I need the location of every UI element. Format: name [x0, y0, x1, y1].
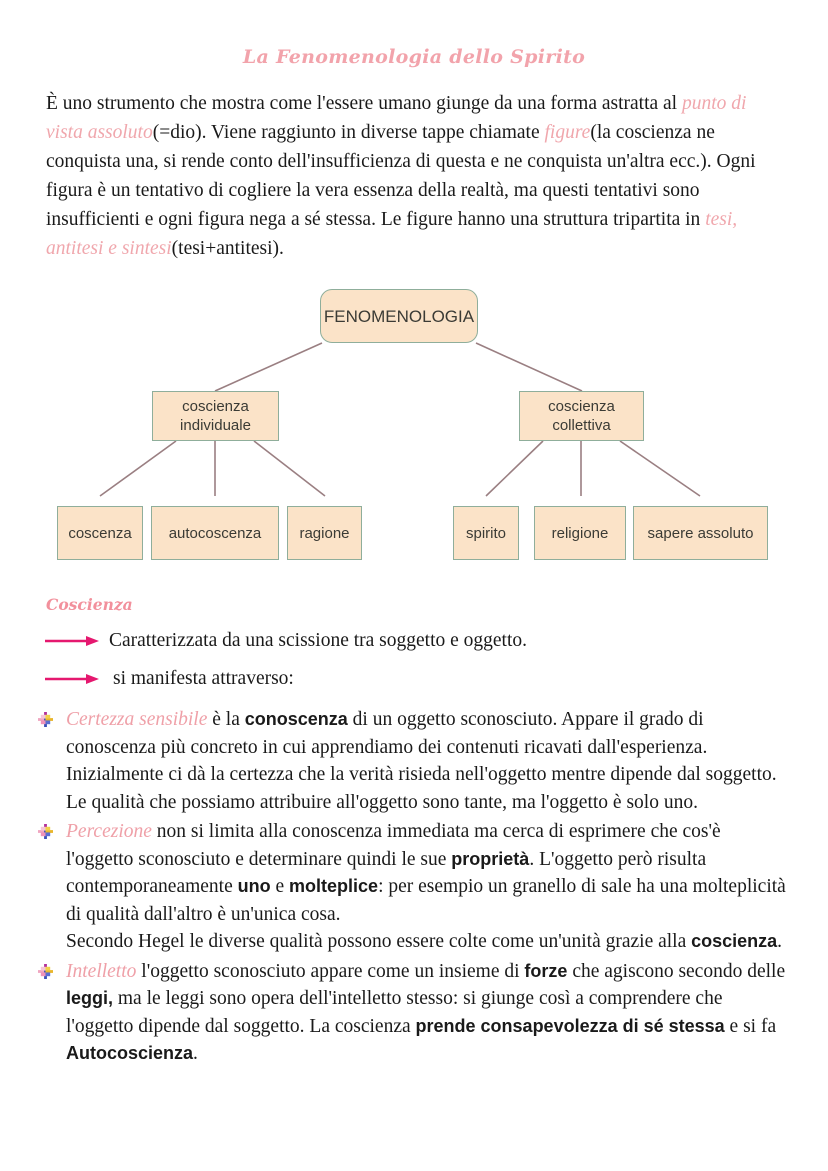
arrow-row-1 — [0, 628, 828, 654]
bullet-keyword: Certezza sensibile — [66, 709, 208, 730]
connector-right-3 — [620, 441, 700, 496]
node-line-1: coscienza — [548, 398, 615, 415]
arrow-row-2 — [0, 666, 828, 692]
diagram-leaf-autocoscenza: autocoscenza — [151, 506, 279, 560]
bullet-text-1: l'oggetto sconosciuto appare come un insieme di — [136, 960, 525, 982]
list-item — [66, 818, 788, 956]
bullet-list — [0, 706, 828, 1068]
bullet-bold-1: proprietà — [451, 848, 530, 869]
bullet-text-5: . — [193, 1043, 198, 1064]
bullet-text-2: di un oggetto sconosciuto. Appare il grado di conoscenza più concreto in cui apprendiamo dei contenuti ricavati dall'esperienza. Inizialmente ci dà la certezza che la verità risieda nell'oggetto mentre dipende dal soggetto. Le qualità che possiamo attribuire all'oggetto sono tante, ma l'oggetto è solo uno. — [66, 709, 777, 813]
bullet-text-4: e si fa — [724, 1015, 777, 1037]
arrow-right-icon — [44, 634, 99, 648]
continuation-bold-1: coscienza — [691, 931, 778, 951]
intro-text-3: (la coscienza ne conquista una, si rende conto dell'insufficienza di questa e ne conquista un'altra ecc.). Ogni figura è un tentativo di cogliere la vera essenza della realtà, ma questi tentativi sono insufficienti e ogni figura nega a sé stessa. Le figure hanno una struttura tripartita in — [46, 122, 756, 230]
bullet-bold-3: prende consapevolezza di sé stessa — [415, 1015, 725, 1036]
intro-text-2: (=dio). Viene raggiunto in diverse tappe chiamate — [152, 122, 545, 143]
bullet-bold-4: Autocoscienza — [66, 1043, 194, 1063]
connector-left-3 — [254, 441, 325, 496]
diagram-leaf-coscenza: coscenza — [57, 506, 143, 560]
bullet-bold-1: forze — [524, 960, 568, 981]
phenomenology-tree-diagram — [0, 281, 828, 581]
diagram-leaf-sapere-assoluto: sapere assoluto — [633, 506, 768, 560]
arrow-row-1-text: Caratterizzata da una scissione tra soggetto e oggetto. — [109, 630, 528, 651]
bullet-continuation — [66, 928, 788, 956]
arrow-right-icon — [44, 672, 99, 686]
intro-text-1: È uno strumento che mostra come l'essere umano giunge da una forma astratta al — [46, 93, 682, 114]
colored-cross-bullet-icon — [38, 824, 53, 839]
bullet-text-3: ma le leggi sono opera dell'intelletto stesso: si giunge così a comprendere che l'oggetto dipende dal soggetto. La coscienza — [66, 988, 723, 1037]
colored-cross-bullet-icon — [38, 964, 53, 979]
intro-paragraph — [0, 67, 828, 263]
node-line-1: coscienza — [182, 398, 249, 415]
bullet-bold-1: conoscenza — [244, 709, 348, 729]
intro-highlight-1: punto di vista assoluto — [46, 93, 747, 143]
bullet-bold-2: uno — [237, 876, 271, 896]
bullet-keyword: Intelletto — [66, 960, 137, 982]
bullet-text-2: . L'oggetto però risulta contemporaneamente — [66, 848, 707, 897]
node-line-2: individuale — [180, 417, 251, 434]
connector-right-1 — [486, 441, 543, 496]
diagram-node-coscienza-collettiva — [519, 391, 644, 441]
list-item — [66, 958, 788, 1068]
connector-left-1 — [100, 441, 176, 496]
bullet-bold-2: leggi, — [66, 988, 114, 1008]
bullet-text-4: : per esempio un granello di sale ha una molteplicità di qualità dall'altro è un'unica cosa. — [66, 876, 786, 925]
diagram-node-root: FENOMENOLOGIA — [320, 289, 478, 343]
connector-root-left — [215, 343, 322, 391]
connector-root-right — [476, 343, 582, 391]
colored-cross-bullet-icon — [38, 712, 53, 727]
bullet-text-2: che agiscono secondo delle — [567, 960, 786, 982]
arrow-row-2-text: si manifesta attraverso: — [113, 668, 294, 689]
diagram-leaf-religione: religione — [534, 506, 626, 560]
bullet-text-1: è la — [207, 709, 245, 730]
bullet-bold-3: molteplice — [289, 876, 379, 896]
bullet-keyword: Percezione — [66, 821, 152, 842]
diagram-leaf-ragione: ragione — [287, 506, 362, 560]
continuation-text-1: Secondo Hegel le diverse qualità possono essere colte come un'unità grazie alla — [66, 931, 692, 952]
bullet-text-1: non si limita alla conoscenza immediata ma cerca di esprimere che cos'è l'oggetto sconosciuto e determinare quindi le sue — [66, 821, 721, 870]
diagram-leaf-spirito: spirito — [453, 506, 519, 560]
continuation-text-2: . — [777, 931, 783, 952]
section-heading-coscienza: Coscienza — [46, 595, 133, 614]
page-title: La Fenomenologia dello Spirito — [242, 46, 586, 68]
intro-highlight-3: tesi, antitesi e sintesi — [46, 209, 738, 259]
diagram-node-coscienza-individuale — [152, 391, 279, 441]
intro-highlight-2: figure — [544, 122, 591, 143]
intro-text-4: (tesi+antitesi). — [171, 238, 284, 259]
bullet-text-3: e — [270, 876, 290, 897]
list-item — [66, 706, 788, 816]
node-line-2: collettiva — [552, 417, 611, 434]
